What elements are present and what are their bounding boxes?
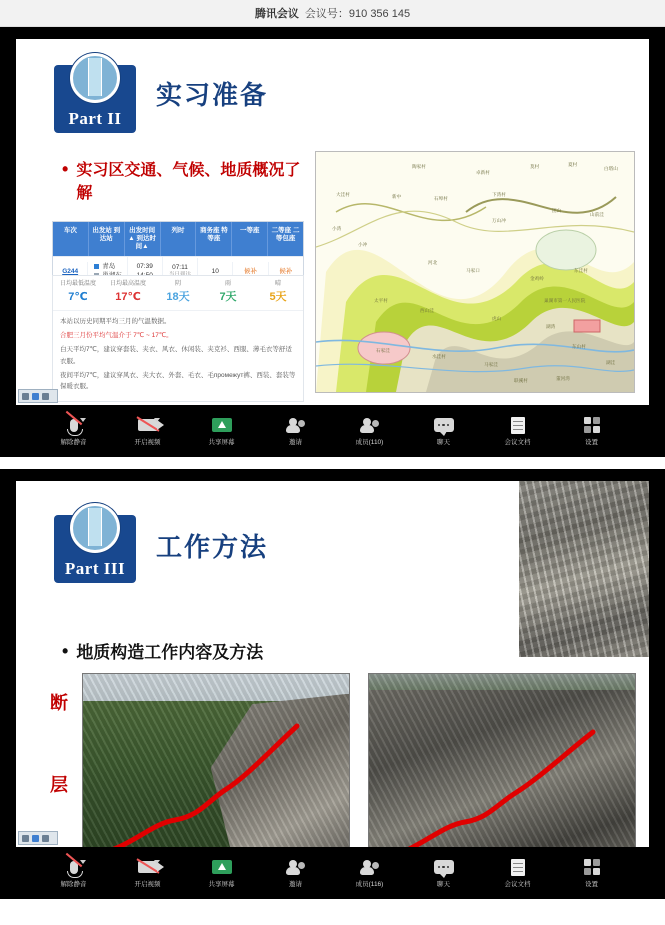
- svg-text:新中: 新中: [392, 195, 402, 200]
- bullet-text: 地质构造工作内容及方法: [76, 643, 264, 662]
- toolbar-invite-button[interactable]: [270, 858, 322, 888]
- col-business: 商务座 特等座: [196, 222, 232, 256]
- vertical-label-duan: 断: [50, 693, 68, 713]
- svg-text:太平村: 太平村: [374, 299, 388, 304]
- svg-text:卓新村: 卓新村: [476, 171, 490, 176]
- weather-notes: [53, 311, 303, 401]
- weather-sun-value: 5天: [269, 291, 287, 303]
- svg-text:东山村: 东山村: [572, 345, 586, 350]
- pen-tool-icon[interactable]: [22, 835, 29, 842]
- weather-note-1: 本站以历史同期平均三月的气温数据。: [60, 317, 171, 325]
- svg-text:水洼村: 水洼村: [432, 355, 446, 360]
- members-icon: [359, 858, 381, 876]
- pointer-tool-icon[interactable]: [32, 835, 39, 842]
- toolbar-members-label: 成员(116): [355, 881, 384, 888]
- chevron-up-icon[interactable]: [154, 418, 160, 422]
- cell-first-class: 候补: [233, 262, 268, 282]
- svg-text:山前洼: 山前洼: [590, 213, 604, 218]
- bullet-dot-icon: •: [62, 641, 69, 661]
- table-header-row: [53, 222, 303, 256]
- svg-text:虎山: 虎山: [492, 317, 502, 322]
- slide-title: 实习准备: [156, 80, 269, 110]
- toolbar-mic-label: 解除静音: [60, 439, 87, 446]
- weather-panel: [52, 275, 304, 402]
- weather-cell-sun: [253, 280, 303, 306]
- weather-cloudy-label: 阴: [174, 281, 181, 287]
- slide-bullet: [62, 159, 302, 205]
- share-screen-icon: [211, 416, 233, 434]
- shared-screen-pane-1: [0, 27, 665, 457]
- weather-cell-low: [53, 280, 103, 306]
- toolbar-chat-button[interactable]: [418, 858, 470, 888]
- weather-cell-high: [103, 280, 153, 306]
- svg-text:陶家村: 陶家村: [412, 165, 426, 170]
- slide-viewport-1: [16, 39, 649, 405]
- invite-person-icon: [285, 416, 307, 434]
- svg-text:联溪村: 联溪村: [514, 379, 528, 384]
- toolbar-settings-button[interactable]: [566, 858, 618, 888]
- rock-face-photo: [519, 481, 649, 657]
- chevron-up-icon[interactable]: [154, 860, 160, 864]
- weather-note-3: 白天平均7℃，建议穿套装、夹衣、风衣、休闲装、夹克衫、西服、薄毛衣等舒适衣服。: [60, 346, 292, 365]
- pane-divider: [0, 457, 665, 469]
- toolbar-chat-label: 聊天: [437, 881, 450, 888]
- window-titlebar: [0, 0, 665, 27]
- svg-text:董河湾: 董河湾: [556, 377, 570, 382]
- col-train-no: 车次: [53, 222, 89, 256]
- document-icon: [507, 416, 529, 434]
- bullet-dot-icon: •: [62, 159, 69, 179]
- erase-tool-icon[interactable]: [42, 835, 49, 842]
- slide-viewport-2: [16, 481, 649, 847]
- toolbar-video-label: 开启视频: [134, 439, 161, 446]
- toolbar-mic-label: 解除静音: [60, 881, 87, 888]
- part-label: Part III: [64, 559, 126, 578]
- mic-muted-icon: [63, 858, 85, 876]
- part-badge-3: [54, 515, 136, 583]
- svg-text:白塔山: 白塔山: [604, 167, 618, 172]
- col-stations: 出发站 到达站: [89, 222, 125, 256]
- pointer-tool-icon[interactable]: [32, 393, 39, 400]
- meeting-id: 会议号：910 356 145: [304, 8, 411, 20]
- toolbar-share-button[interactable]: [196, 858, 248, 888]
- toolbar-chat-label: 聊天: [437, 439, 450, 446]
- toolbar-mic-button[interactable]: [48, 416, 100, 446]
- cell-business: 10: [198, 262, 233, 282]
- weather-summary-row: [53, 276, 303, 311]
- svg-text:石埠村: 石埠村: [434, 197, 448, 202]
- toolbar-members-button[interactable]: [344, 858, 396, 888]
- svg-text:大洼村: 大洼村: [336, 193, 350, 198]
- toolbar-share-button[interactable]: [196, 416, 248, 446]
- bullet-text: 实习区交通、气候、地质概况了解: [76, 162, 301, 203]
- cell-second-class: 候补: [279, 267, 293, 275]
- toolbar-document-button[interactable]: [492, 416, 544, 446]
- svg-text:小湾: 小湾: [332, 227, 342, 232]
- svg-text:莫村: 莫村: [530, 165, 540, 170]
- presentation-slide-part2: [16, 39, 649, 405]
- svg-text:河北: 河北: [428, 261, 438, 266]
- toolbar-invite-button[interactable]: [270, 416, 322, 446]
- toolbar-invite-label: 邀请: [289, 881, 302, 888]
- erase-tool-icon[interactable]: [42, 393, 49, 400]
- weather-rain-label: 雨: [224, 281, 231, 287]
- weather-high-label: 日均最高温度: [109, 281, 146, 287]
- svg-text:石家洼: 石家洼: [376, 349, 390, 354]
- toolbar-share-label: 共享屏幕: [208, 439, 235, 446]
- toolbar-settings-button[interactable]: [566, 416, 618, 446]
- svg-text:马家洼: 马家洼: [484, 363, 498, 368]
- app-name: 腾讯会议: [254, 8, 299, 20]
- globe-icon: [70, 503, 120, 553]
- weather-cell-rain: [203, 280, 253, 306]
- svg-text:金鸡岭: 金鸡岭: [530, 277, 544, 282]
- chevron-up-icon[interactable]: [80, 418, 86, 422]
- svg-text:小冲: 小冲: [358, 243, 368, 248]
- slide-control-bar-1[interactable]: [18, 389, 58, 403]
- weather-low-label: 日均最低温度: [59, 281, 96, 287]
- weather-low-value: 7℃: [68, 291, 88, 303]
- svg-text:西山洼: 西山洼: [420, 309, 434, 314]
- slide-bullet: [62, 641, 263, 666]
- outcrop-photo-left: [82, 673, 350, 847]
- toolbar-video-button[interactable]: [122, 416, 174, 446]
- chat-icon: [433, 416, 455, 434]
- svg-text:马家口: 马家口: [466, 269, 480, 274]
- toolbar-mic-button[interactable]: [48, 858, 100, 888]
- cell-duration: 07:11: [172, 264, 188, 272]
- meeting-toolbar-1: [0, 405, 665, 457]
- meeting-toolbar-2: [0, 847, 665, 899]
- svg-text:湖洼: 湖洼: [606, 361, 616, 366]
- cell-depart: 07:39: [136, 263, 153, 271]
- toolbar-settings-label: 设置: [585, 439, 598, 446]
- weather-rain-value: 7天: [219, 291, 237, 303]
- col-times: 出发时间▲ 到达时间▲: [125, 222, 161, 256]
- toolbar-video-button[interactable]: [122, 858, 174, 888]
- svg-text:巢湖市第一人民医院: 巢湖市第一人民医院: [544, 299, 586, 304]
- geological-map-image: [315, 151, 635, 393]
- svg-text:团山: 团山: [552, 209, 562, 214]
- invite-person-icon: [285, 858, 307, 876]
- chevron-up-icon[interactable]: [80, 860, 86, 864]
- part-badge-2: [54, 65, 136, 133]
- svg-text:下湾村: 下湾村: [492, 193, 506, 198]
- origin-marker-icon: [94, 264, 99, 269]
- svg-text:夏村: 夏村: [568, 163, 578, 168]
- toolbar-document-label: 会议文档: [504, 881, 531, 888]
- toolbar-chat-button[interactable]: [418, 416, 470, 446]
- toolbar-document-label: 会议文档: [504, 439, 531, 446]
- document-icon: [507, 858, 529, 876]
- chat-icon: [433, 858, 455, 876]
- svg-text:万山冲: 万山冲: [492, 219, 506, 224]
- toolbar-video-label: 开启视频: [134, 881, 161, 888]
- toolbar-settings-label: 设置: [585, 881, 598, 888]
- camera-off-icon: [137, 416, 159, 434]
- weather-cell-cloudy: [153, 280, 203, 306]
- slide-title: 工作方法: [156, 532, 269, 562]
- share-screen-icon: [211, 858, 233, 876]
- col-first-class: 一等座: [232, 222, 268, 256]
- part-label: Part II: [68, 109, 122, 128]
- weather-note-2: 合肥三月份平均气温介于 7℃ ~ 17℃。: [60, 331, 173, 339]
- weather-high-value: 17℃: [115, 291, 141, 303]
- toolbar-members-label: 成员(110): [355, 439, 384, 446]
- pen-tool-icon[interactable]: [22, 393, 29, 400]
- weather-sun-label: 晴: [274, 281, 281, 287]
- settings-grid-icon: [581, 858, 603, 876]
- svg-text:湖湾: 湖湾: [546, 325, 556, 330]
- toolbar-document-button[interactable]: [492, 858, 544, 888]
- slide-control-bar-2[interactable]: [18, 831, 58, 845]
- presentation-slide-part3: [16, 481, 649, 847]
- weather-cloudy-value: 18天: [166, 291, 190, 303]
- svg-text:东洼村: 东洼村: [574, 269, 588, 274]
- cell-train-no: G244: [53, 262, 88, 282]
- outcrop-photo-right: [368, 673, 636, 847]
- globe-icon: [70, 53, 120, 103]
- col-second-class: 二等座 二等包座: [271, 227, 300, 243]
- settings-grid-icon: [581, 416, 603, 434]
- camera-off-icon: [137, 858, 159, 876]
- cell-from: 青岛: [102, 263, 116, 271]
- col-duration: 列时: [161, 222, 197, 256]
- vertical-label-ceng: 层: [50, 775, 68, 795]
- toolbar-invite-label: 邀请: [289, 439, 302, 446]
- mic-muted-icon: [63, 416, 85, 434]
- weather-note-4: 夜间平均7℃，建议穿风衣、夹大衣、外套、毛衣、毛промежут裤、西装、套装等保暖衣服。: [60, 372, 296, 391]
- toolbar-members-button[interactable]: [344, 416, 396, 446]
- toolbar-share-label: 共享屏幕: [208, 881, 235, 888]
- members-icon: [359, 416, 381, 434]
- shared-screen-pane-2: [0, 469, 665, 899]
